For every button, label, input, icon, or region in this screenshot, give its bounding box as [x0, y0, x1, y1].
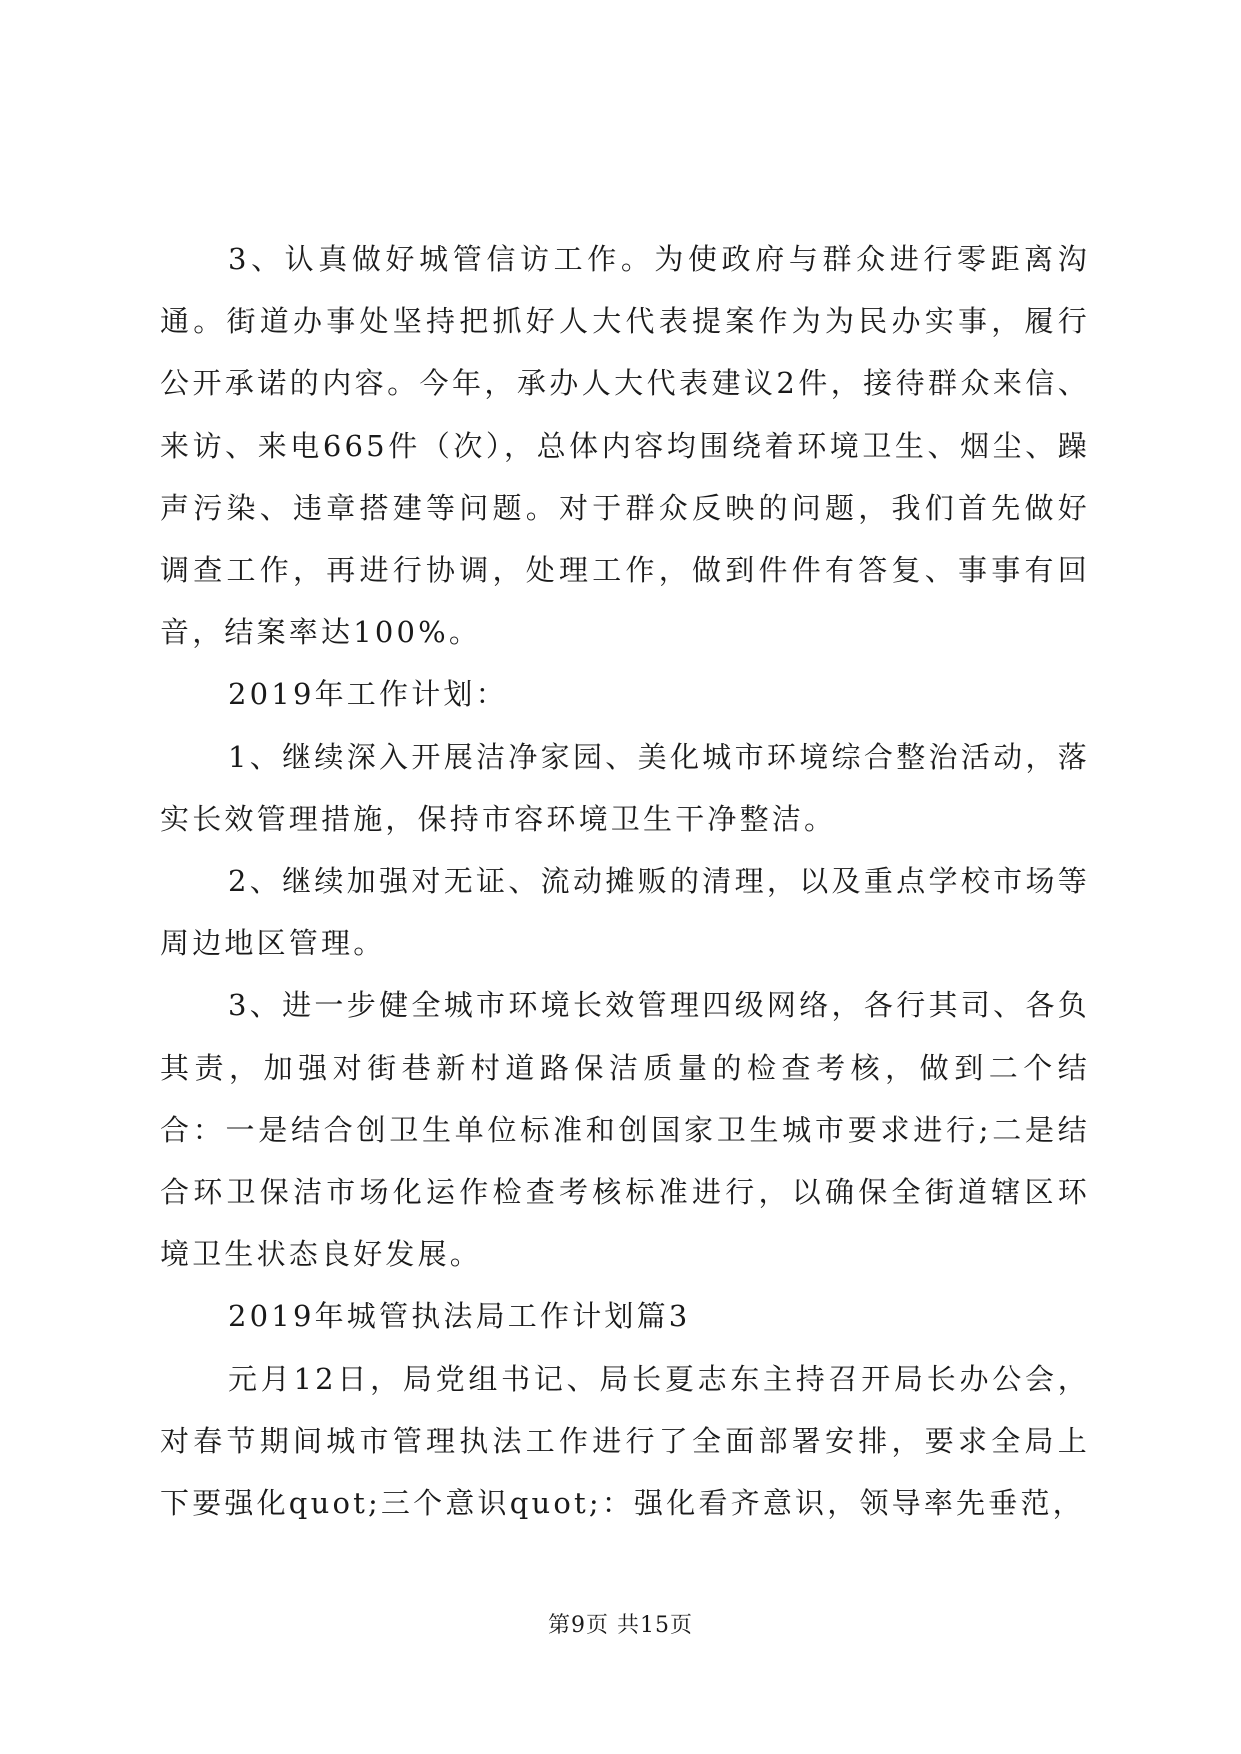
paragraph-meeting: 元月12日，局党组书记、局长夏志东主持召开局长办公会，对春节期间城市管理执法工作进行了全面部署安排，要求全局上下要强化quot;三个意识quot;：强化看齐意识，领导率先垂范，: [160, 1361, 1090, 1521]
paragraph-plan-item-2: 2、继续加强对无证、流动摊贩的清理，以及重点学校市场等周边地区管理。: [160, 864, 1090, 961]
paragraph-complaint-work: 3、认真做好城管信访工作。为使政府与群众进行零距离沟通。街道办事处坚持把抓好人大代表提案作为为民办实事，履行公开承诺的内容。今年，承办人大代表建议2件，接待群众来信、来访、来电665件（次），总体内容均围绕着环境卫生、烟尘、躁声污染、违章搭建等问题。对于群众反映的问题，我们首先做好调查工作，再进行协调，处理工作，做到件件有答复、事事有回音，结案率达100%。: [160, 242, 1090, 650]
document-body: [160, 228, 1090, 1534]
paragraph-plan-item-3: 3、进一步健全城市环境长效管理四级网络，各行其司、各负其责，加强对街巷新村道路保洁质量的检查考核，做到二个结合：一是结合创卫生单位标准和创国家卫生城市要求进行;二是结合环卫保洁市场化运作检查考核标准进行，以确保全街道辖区环境卫生状态良好发展。: [160, 988, 1090, 1272]
page-number-footer: 第9页 共15页: [548, 1613, 693, 1638]
section-title: 2019年城管执法局工作计划篇3: [228, 1299, 691, 1334]
paragraph-plan-item-1: 1、继续深入开展洁净家园、美化城市环境综合整治活动，落实长效管理措施，保持市容环境卫生干净整洁。: [160, 739, 1090, 836]
heading-work-plan: 2019年工作计划：: [228, 677, 508, 712]
